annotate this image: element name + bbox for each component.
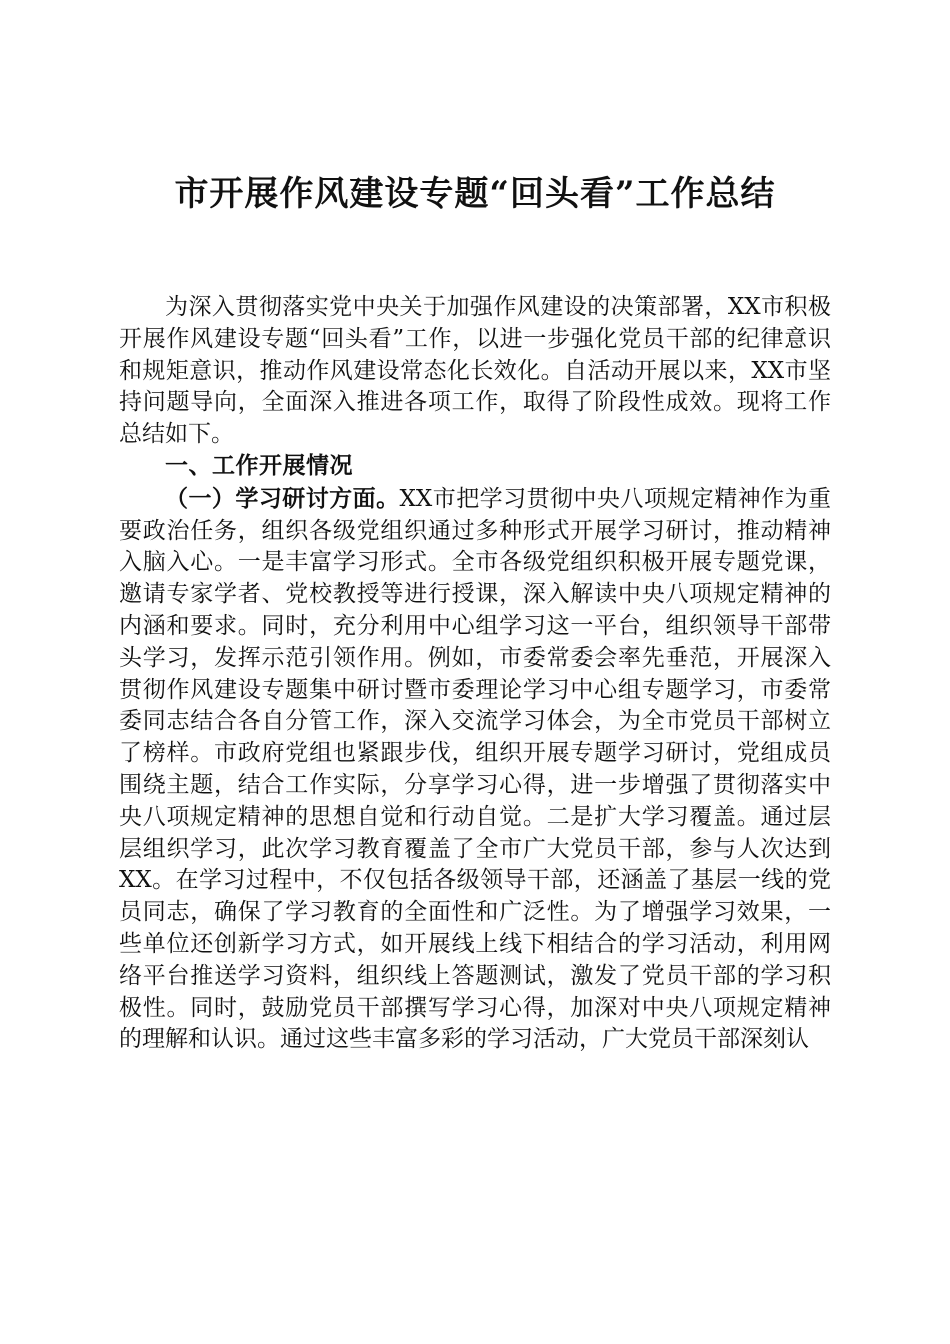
- subsection-body-1: XX市把学习贯彻中央八项规定精神作为重要政治任务，组织各级党组织通过多种形式开展学习研讨，推动精神入脑入心。一是丰富学习形式。全市各级党组织积极开展专题党课，邀请专家学者、党校教授等进行授课，深入解读中央八项规定精神的内涵和要求。同时，充分利用中心组学习这一平台，组织领导干部带头学习，发挥示范引领作用。例如，市委常委会率先垂范，开展深入贯彻作风建设专题集中研讨暨市委理论学习中心组专题学习，市委常委同志结合各自分管工作，深入交流学习体会，为全市党员干部树立了榜样。市政府党组也紧跟步伐，组织开展专题学习研讨，党组成员围绕主题，结合工作实际，分享学习心得，进一步增强了贯彻落实中央八项规定精神的思想自觉和行动自觉。二是扩大学习覆盖。通过层层组织学习，此次学习教育覆盖了全市广大党员干部，参与人次达到XX。在学习过程中，不仅包括各级领导干部，还涵盖了基层一线的党员同志，确保了学习教育的全面性和广泛性。为了增强学习效果，一些单位还创新学习方式，如开展线上线下相结合的学习活动，利用网络平台推送学习资料，组织线上答题测试，激发了党员干部的学习积极性。同时，鼓励党员干部撰写学习心得，加深对中央八项规定精神的理解和认识。通过这些丰富多彩的学习活动，广大党员干部深刻认: [119, 485, 832, 1053]
- intro-paragraph: 为深入贯彻落实党中央关于加强作风建设的决策部署，XX市积极开展作风建设专题“回头看”工作，以进一步强化党员干部的纪律意识和规矩意识，推动作风建设常态化长效化。自活动开展以来，XX市坚持问题导向，全面深入推进各项工作，取得了阶段性成效。现将工作总结如下。: [119, 294, 831, 448]
- document-body: [119, 292, 831, 1056]
- document-title: 市开展作风建设专题“回头看”工作总结: [174, 174, 776, 214]
- section-heading-1: 一、工作开展情况: [165, 452, 353, 479]
- section-1-paragraph-1: [119, 483, 831, 1056]
- subsection-heading-1: （一）学习研讨方面。: [165, 484, 400, 512]
